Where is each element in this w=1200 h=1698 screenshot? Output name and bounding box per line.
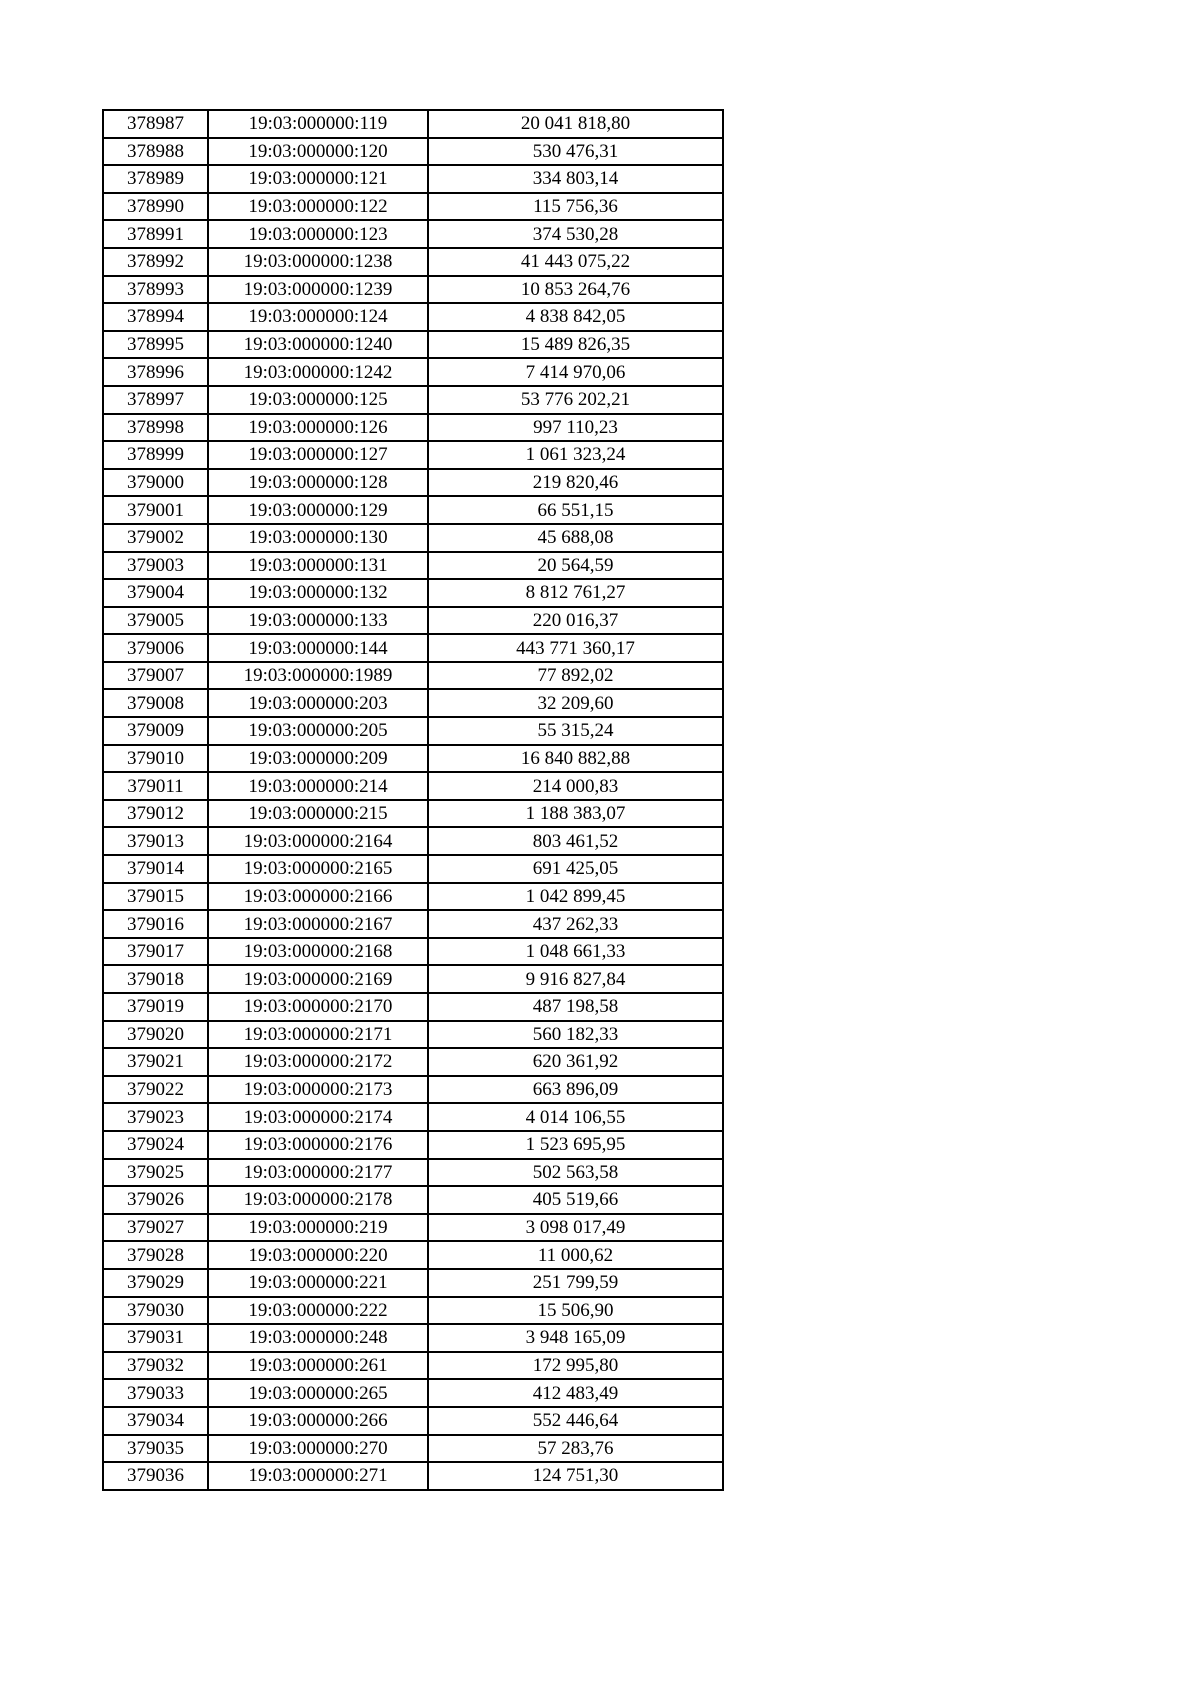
cadastral-value-cell: 1 523 695,95 [428,1131,723,1159]
row-number-cell: 379027 [103,1214,208,1242]
table-row [103,358,723,386]
row-number-cell: 379019 [103,993,208,1021]
cadastral-number-cell: 19:03:000000:2164 [208,827,428,855]
row-number-cell: 379023 [103,1103,208,1131]
table-row [103,1048,723,1076]
cadastral-value-cell: 66 551,15 [428,496,723,524]
cadastral-number-cell: 19:03:000000:2166 [208,883,428,911]
cadastral-value-cell: 77 892,02 [428,662,723,690]
cadastral-value-cell: 487 198,58 [428,993,723,1021]
cadastral-number-cell: 19:03:000000:121 [208,165,428,193]
table-row [103,938,723,966]
cadastral-number-cell: 19:03:000000:1238 [208,248,428,276]
cadastral-number-cell: 19:03:000000:119 [208,110,428,138]
cadastral-number-cell: 19:03:000000:1239 [208,276,428,304]
table-row [103,386,723,414]
cadastral-value-cell: 1 061 323,24 [428,441,723,469]
table-row [103,855,723,883]
cadastral-number-cell: 19:03:000000:270 [208,1435,428,1463]
table-row [103,1324,723,1352]
table-row [103,220,723,248]
cadastral-value-cell: 1 042 899,45 [428,883,723,911]
cadastral-value-cell: 412 483,49 [428,1379,723,1407]
table-row [103,1352,723,1380]
row-number-cell: 379016 [103,910,208,938]
cadastral-value-cell: 663 896,09 [428,1076,723,1104]
table-row [103,579,723,607]
row-number-cell: 379012 [103,800,208,828]
row-number-cell: 378993 [103,276,208,304]
cadastral-number-cell: 19:03:000000:271 [208,1462,428,1490]
table-row [103,607,723,635]
cadastral-value-cell: 57 283,76 [428,1435,723,1463]
cadastral-value-cell: 15 506,90 [428,1297,723,1325]
table-row [103,1269,723,1297]
cadastral-value-cell: 560 182,33 [428,1021,723,1049]
cadastral-number-cell: 19:03:000000:205 [208,717,428,745]
cadastral-value-cell: 53 776 202,21 [428,386,723,414]
row-number-cell: 379000 [103,469,208,497]
cadastral-number-cell: 19:03:000000:125 [208,386,428,414]
table-row [103,331,723,359]
cadastral-value-cell: 16 840 882,88 [428,745,723,773]
row-number-cell: 379035 [103,1435,208,1463]
table-row [103,800,723,828]
cadastral-value-table [102,109,724,1491]
row-number-cell: 379034 [103,1407,208,1435]
cadastral-number-cell: 19:03:000000:1989 [208,662,428,690]
row-number-cell: 378991 [103,220,208,248]
cadastral-value-cell: 443 771 360,17 [428,634,723,662]
row-number-cell: 379015 [103,883,208,911]
row-number-cell: 379036 [103,1462,208,1490]
row-number-cell: 379014 [103,855,208,883]
table-row [103,965,723,993]
table-row [103,414,723,442]
table-row [103,1186,723,1214]
row-number-cell: 379006 [103,634,208,662]
row-number-cell: 379005 [103,607,208,635]
row-number-cell: 378990 [103,193,208,221]
cadastral-value-cell: 620 361,92 [428,1048,723,1076]
table-row [103,1379,723,1407]
cadastral-value-cell: 502 563,58 [428,1159,723,1187]
row-number-cell: 379024 [103,1131,208,1159]
cadastral-number-cell: 19:03:000000:132 [208,579,428,607]
table-row [103,745,723,773]
row-number-cell: 379022 [103,1076,208,1104]
table-row [103,276,723,304]
row-number-cell: 379009 [103,717,208,745]
table-row [103,827,723,855]
cadastral-value-cell: 124 751,30 [428,1462,723,1490]
row-number-cell: 379010 [103,745,208,773]
table-row [103,469,723,497]
cadastral-number-cell: 19:03:000000:2171 [208,1021,428,1049]
cadastral-value-cell: 251 799,59 [428,1269,723,1297]
cadastral-value-cell: 1 048 661,33 [428,938,723,966]
cadastral-number-cell: 19:03:000000:2165 [208,855,428,883]
row-number-cell: 379025 [103,1159,208,1187]
cadastral-value-cell: 3 098 017,49 [428,1214,723,1242]
row-number-cell: 379028 [103,1241,208,1269]
cadastral-number-cell: 19:03:000000:2168 [208,938,428,966]
table-row [103,1214,723,1242]
table-row [103,1297,723,1325]
table-row [103,1407,723,1435]
row-number-cell: 379032 [103,1352,208,1380]
cadastral-value-cell: 530 476,31 [428,138,723,166]
cadastral-number-cell: 19:03:000000:126 [208,414,428,442]
row-number-cell: 378995 [103,331,208,359]
table-row [103,496,723,524]
table-row [103,1241,723,1269]
cadastral-value-cell: 214 000,83 [428,772,723,800]
table-row [103,248,723,276]
row-number-cell: 379007 [103,662,208,690]
cadastral-value-cell: 15 489 826,35 [428,331,723,359]
cadastral-value-cell: 4 838 842,05 [428,303,723,331]
cadastral-value-cell: 219 820,46 [428,469,723,497]
row-number-cell: 378987 [103,110,208,138]
cadastral-number-cell: 19:03:000000:2176 [208,1131,428,1159]
cadastral-number-cell: 19:03:000000:248 [208,1324,428,1352]
row-number-cell: 379011 [103,772,208,800]
cadastral-number-cell: 19:03:000000:2170 [208,993,428,1021]
row-number-cell: 379020 [103,1021,208,1049]
row-number-cell: 378997 [103,386,208,414]
cadastral-number-cell: 19:03:000000:2172 [208,1048,428,1076]
table-row [103,1435,723,1463]
row-number-cell: 379004 [103,579,208,607]
row-number-cell: 379018 [103,965,208,993]
table-body [103,110,723,1490]
cadastral-number-cell: 19:03:000000:220 [208,1241,428,1269]
table-row [103,993,723,1021]
table-row [103,552,723,580]
cadastral-number-cell: 19:03:000000:124 [208,303,428,331]
cadastral-value-cell: 32 209,60 [428,689,723,717]
table-row [103,1076,723,1104]
cadastral-number-cell: 19:03:000000:222 [208,1297,428,1325]
cadastral-value-cell: 552 446,64 [428,1407,723,1435]
row-number-cell: 378999 [103,441,208,469]
table-row [103,524,723,552]
row-number-cell: 379021 [103,1048,208,1076]
table-row [103,193,723,221]
row-number-cell: 379033 [103,1379,208,1407]
cadastral-number-cell: 19:03:000000:122 [208,193,428,221]
table-row [103,689,723,717]
row-number-cell: 379003 [103,552,208,580]
cadastral-value-cell: 8 812 761,27 [428,579,723,607]
cadastral-number-cell: 19:03:000000:144 [208,634,428,662]
cadastral-value-cell: 1 188 383,07 [428,800,723,828]
cadastral-number-cell: 19:03:000000:133 [208,607,428,635]
cadastral-value-cell: 997 110,23 [428,414,723,442]
cadastral-value-cell: 4 014 106,55 [428,1103,723,1131]
cadastral-number-cell: 19:03:000000:203 [208,689,428,717]
cadastral-number-cell: 19:03:000000:266 [208,1407,428,1435]
cadastral-number-cell: 19:03:000000:2167 [208,910,428,938]
row-number-cell: 378988 [103,138,208,166]
cadastral-number-cell: 19:03:000000:2173 [208,1076,428,1104]
row-number-cell: 379017 [103,938,208,966]
cadastral-value-cell: 437 262,33 [428,910,723,938]
table-row [103,910,723,938]
cadastral-value-cell: 11 000,62 [428,1241,723,1269]
cadastral-value-cell: 41 443 075,22 [428,248,723,276]
row-number-cell: 379030 [103,1297,208,1325]
cadastral-number-cell: 19:03:000000:209 [208,745,428,773]
row-number-cell: 378996 [103,358,208,386]
row-number-cell: 378998 [103,414,208,442]
table-row [103,883,723,911]
cadastral-number-cell: 19:03:000000:120 [208,138,428,166]
cadastral-number-cell: 19:03:000000:215 [208,800,428,828]
cadastral-value-cell: 115 756,36 [428,193,723,221]
cadastral-value-cell: 803 461,52 [428,827,723,855]
cadastral-number-cell: 19:03:000000:1240 [208,331,428,359]
cadastral-value-cell: 3 948 165,09 [428,1324,723,1352]
cadastral-number-cell: 19:03:000000:123 [208,220,428,248]
cadastral-number-cell: 19:03:000000:2177 [208,1159,428,1187]
cadastral-number-cell: 19:03:000000:261 [208,1352,428,1380]
cadastral-number-cell: 19:03:000000:219 [208,1214,428,1242]
cadastral-number-cell: 19:03:000000:128 [208,469,428,497]
cadastral-number-cell: 19:03:000000:130 [208,524,428,552]
cadastral-value-cell: 172 995,80 [428,1352,723,1380]
table-row [103,634,723,662]
row-number-cell: 379029 [103,1269,208,1297]
cadastral-number-cell: 19:03:000000:214 [208,772,428,800]
row-number-cell: 378994 [103,303,208,331]
table-row [103,662,723,690]
table-row [103,1103,723,1131]
cadastral-number-cell: 19:03:000000:221 [208,1269,428,1297]
cadastral-value-cell: 20 564,59 [428,552,723,580]
cadastral-number-cell: 19:03:000000:129 [208,496,428,524]
cadastral-number-cell: 19:03:000000:131 [208,552,428,580]
row-number-cell: 379026 [103,1186,208,1214]
table-row [103,772,723,800]
table-row [103,1021,723,1049]
row-number-cell: 379002 [103,524,208,552]
row-number-cell: 378989 [103,165,208,193]
table-row [103,165,723,193]
row-number-cell: 379013 [103,827,208,855]
table-row [103,1462,723,1490]
cadastral-number-cell: 19:03:000000:2169 [208,965,428,993]
cadastral-value-cell: 334 803,14 [428,165,723,193]
cadastral-value-cell: 20 041 818,80 [428,110,723,138]
cadastral-number-cell: 19:03:000000:2174 [208,1103,428,1131]
cadastral-number-cell: 19:03:000000:127 [208,441,428,469]
table-row [103,303,723,331]
row-number-cell: 378992 [103,248,208,276]
table-row [103,717,723,745]
cadastral-value-cell: 691 425,05 [428,855,723,883]
cadastral-value-cell: 10 853 264,76 [428,276,723,304]
cadastral-number-cell: 19:03:000000:265 [208,1379,428,1407]
cadastral-number-cell: 19:03:000000:2178 [208,1186,428,1214]
row-number-cell: 379001 [103,496,208,524]
table-row [103,441,723,469]
row-number-cell: 379008 [103,689,208,717]
cadastral-value-cell: 374 530,28 [428,220,723,248]
row-number-cell: 379031 [103,1324,208,1352]
cadastral-value-cell: 220 016,37 [428,607,723,635]
table-row [103,1159,723,1187]
cadastral-value-cell: 9 916 827,84 [428,965,723,993]
cadastral-number-cell: 19:03:000000:1242 [208,358,428,386]
cadastral-value-cell: 55 315,24 [428,717,723,745]
cadastral-value-cell: 45 688,08 [428,524,723,552]
table-row [103,138,723,166]
cadastral-value-cell: 7 414 970,06 [428,358,723,386]
table-row [103,1131,723,1159]
table-row [103,110,723,138]
cadastral-value-cell: 405 519,66 [428,1186,723,1214]
